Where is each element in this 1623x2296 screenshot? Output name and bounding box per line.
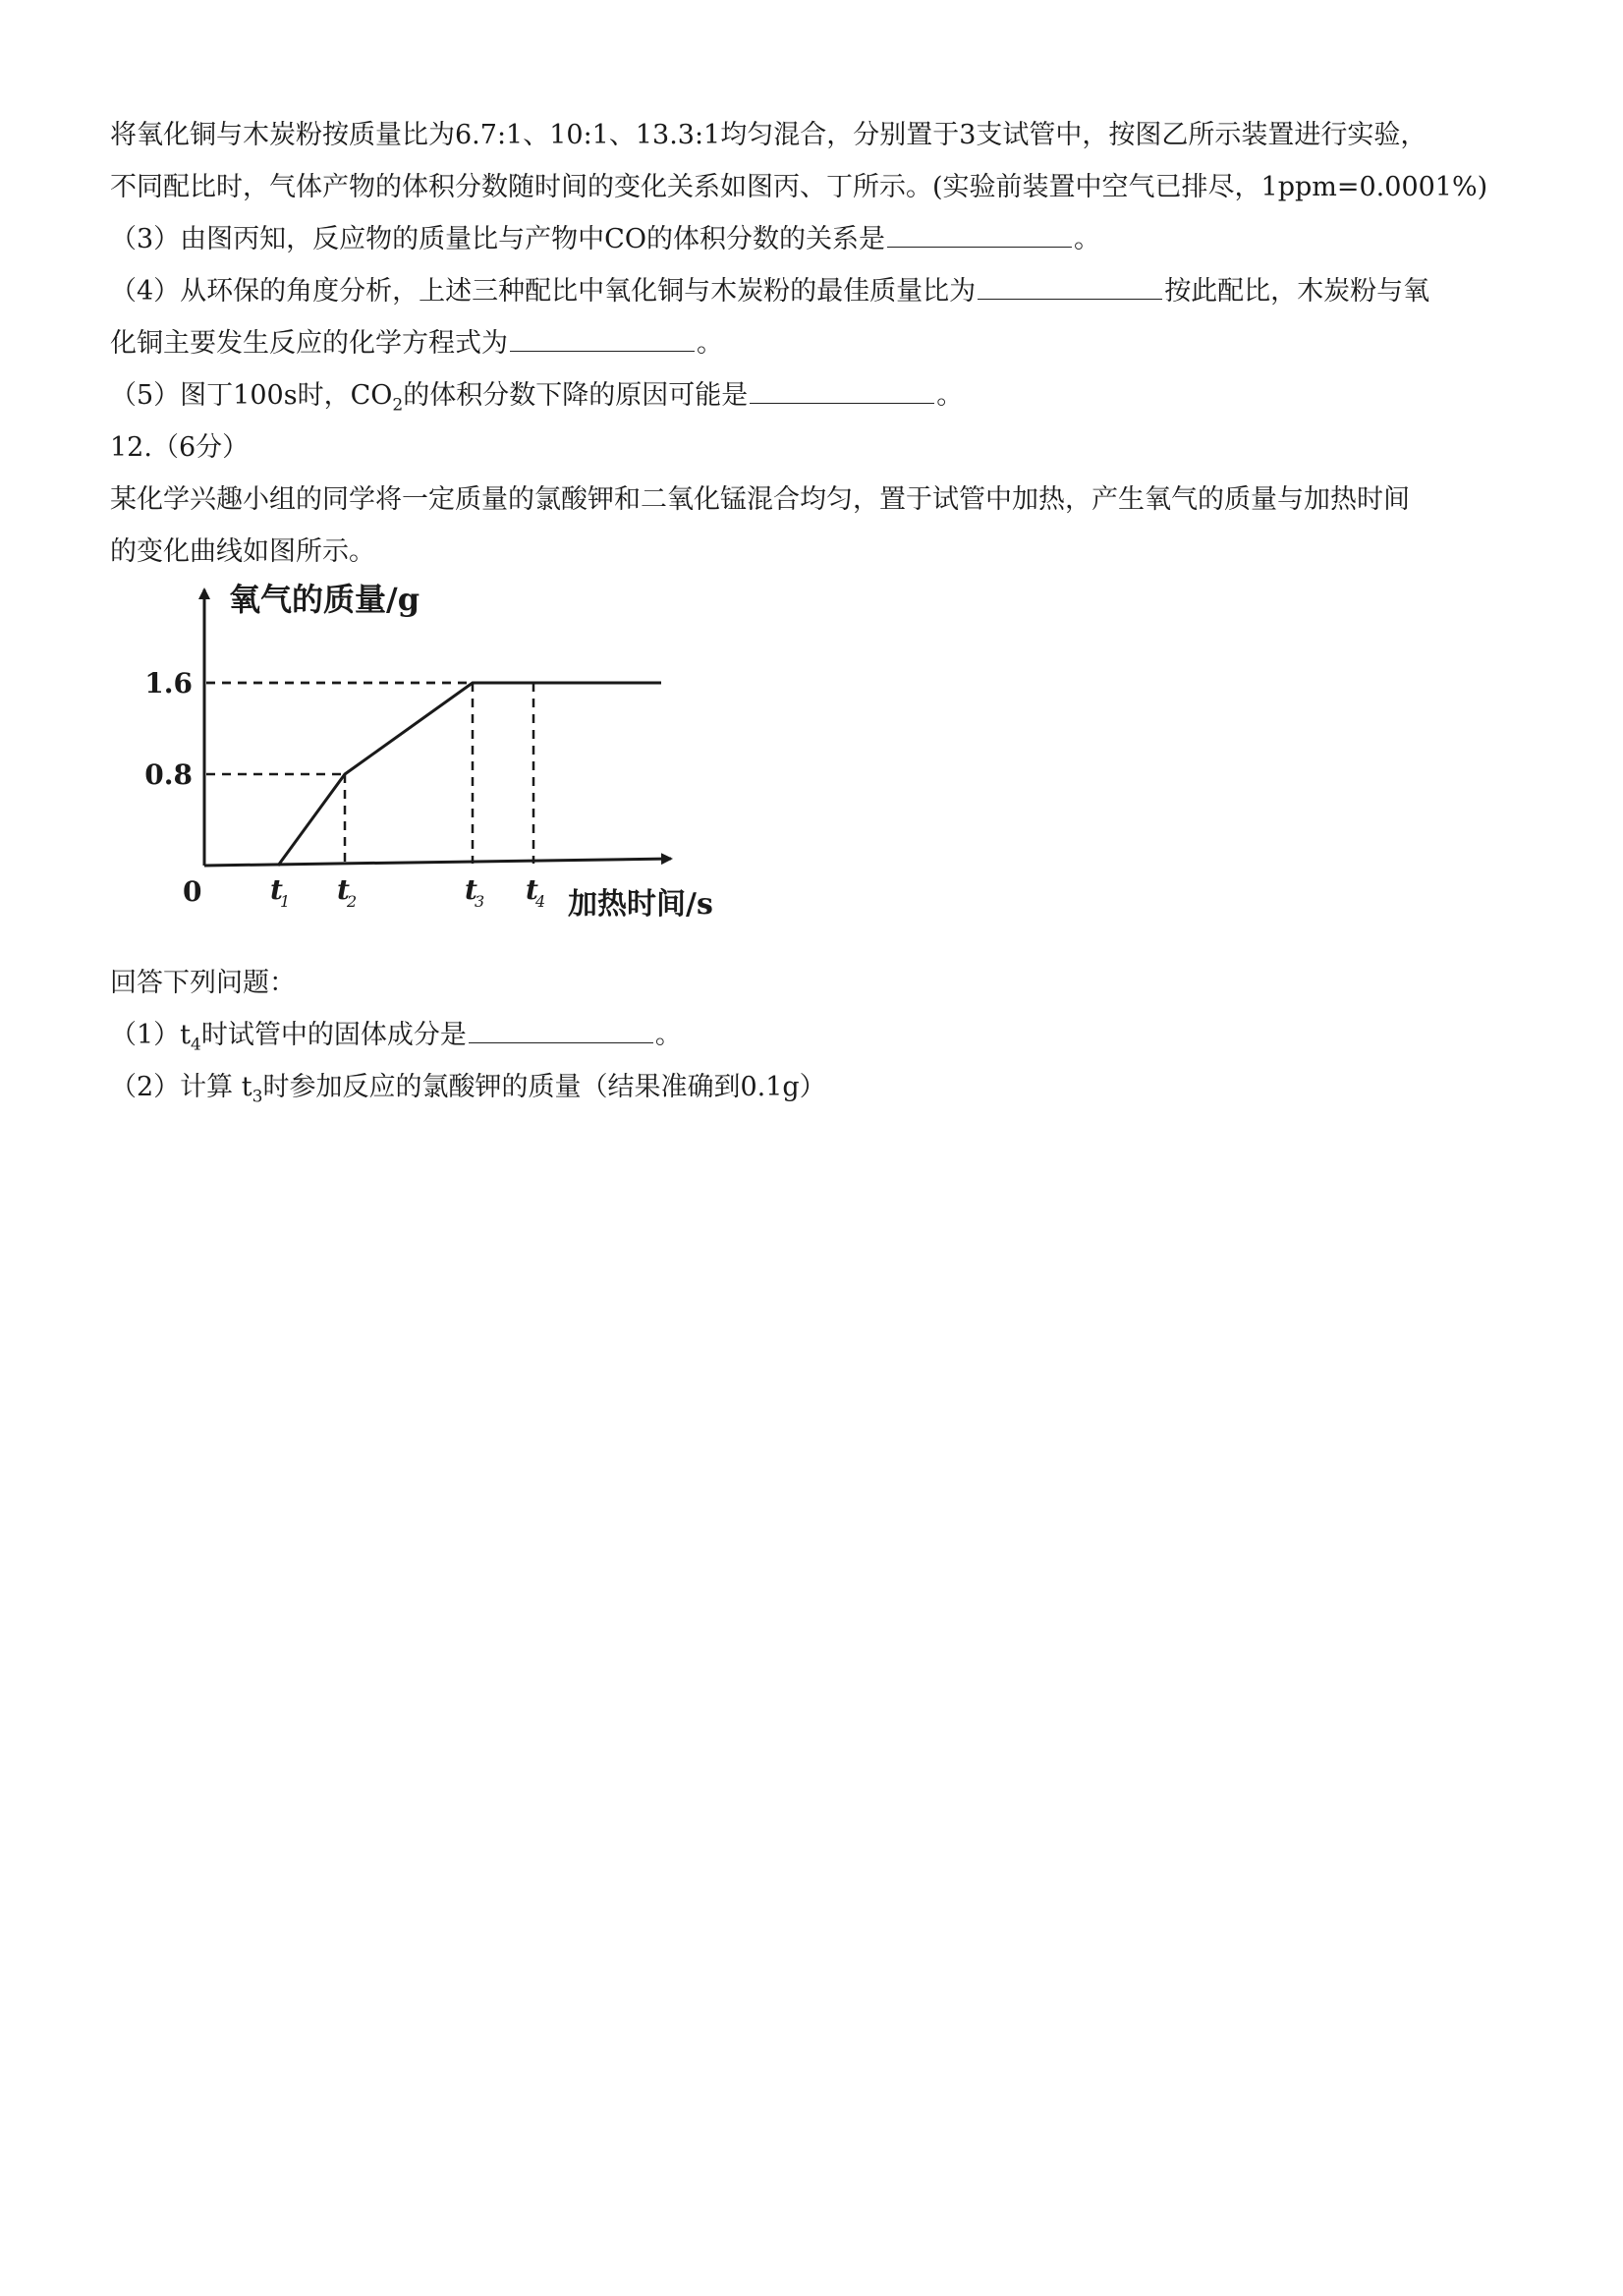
question-2-text-b: 时参加反应的氯酸钾的质量（结果准确到0.1g）: [262, 1072, 826, 1102]
question-5-text-a: （5）图丁100s时，CO: [110, 380, 393, 411]
question-5-end: 。: [936, 380, 964, 411]
answer-blank[interactable]: [978, 273, 1162, 300]
question-3: [110, 220, 1100, 259]
x-axis-label: 加热时间/s: [568, 887, 713, 922]
y-tick-label: 0.8: [144, 758, 193, 791]
x-tick-label: t: [526, 873, 538, 906]
question-1-text-b: 时试管中的固体成分是: [200, 1020, 467, 1050]
question-1-text-a: （1）t: [110, 1020, 192, 1050]
intro-line-1: 将氧化铜与木炭粉按质量比为6.7:1、10:1、13.3:1均匀混合，分别置于3支试管中，按图乙所示装置进行实验，: [110, 120, 1427, 150]
t3-subscript: 3: [252, 1087, 263, 1107]
problem-12-number: 12.（6分）: [110, 432, 250, 463]
intro-line-2: 不同配比时，气体产物的体积分数随时间的变化关系如图丙、丁所示。(实验前装置中空气已排尽，1ppm=0.0001%): [110, 172, 1488, 202]
question-2-text-a: （2）计算 t: [110, 1072, 252, 1102]
problem-12-question-1: [110, 1016, 682, 1064]
question-4-line-1: [110, 272, 1429, 311]
co2-subscript: 2: [392, 395, 404, 416]
x-tick-subscript: 1: [280, 892, 291, 911]
y-axis-label: 氧气的质量/g: [229, 581, 420, 618]
question-4-line-2: [110, 324, 723, 364]
y-tick-label: 1.6: [144, 667, 193, 700]
x-tick-subscript: 3: [475, 892, 485, 911]
question-4-text-b: 按此配比，木炭粉与氧: [1164, 276, 1430, 307]
question-3-text: （3）由图丙知，反应物的质量比与产物中CO的体积分数的关系是: [110, 224, 885, 254]
x-axis: [204, 859, 671, 866]
x-tick-subscript: 2: [347, 892, 358, 911]
question-4-end: 。: [697, 328, 723, 359]
question-4-text-c: 化铜主要发生反应的化学方程式为: [110, 328, 508, 359]
question-1-end: 。: [654, 1020, 682, 1050]
problem-12-question-2: [110, 1068, 826, 1116]
t4-subscript: 4: [191, 1035, 201, 1055]
origin-label: 0: [183, 875, 202, 908]
answer-blank[interactable]: [750, 377, 934, 404]
answer-prompt: 回答下列问题：: [110, 968, 296, 998]
problem-12-desc-1: 某化学兴趣小组的同学将一定质量的氯酸钾和二氧化锰混合均匀，置于试管中加热，产生氧气的质量与加热时间: [110, 484, 1410, 515]
x-tick-label: t: [270, 873, 283, 906]
question-5-text-b: 的体积分数下降的原因可能是: [403, 380, 749, 411]
oxygen-mass-chart: [106, 575, 813, 938]
x-tick-label: t: [337, 873, 350, 906]
answer-blank[interactable]: [469, 1017, 653, 1043]
question-4-text-a: （4）从环保的角度分析，上述三种配比中氧化铜与木炭粉的最佳质量比为: [110, 276, 977, 307]
answer-blank[interactable]: [510, 325, 695, 352]
question-5: [110, 376, 963, 424]
answer-blank[interactable]: [887, 221, 1072, 248]
x-tick-label: t: [465, 873, 477, 906]
problem-12-desc-2: 的变化曲线如图所示。: [110, 536, 375, 567]
question-3-end: 。: [1073, 224, 1100, 254]
x-tick-subscript: 4: [535, 892, 546, 911]
